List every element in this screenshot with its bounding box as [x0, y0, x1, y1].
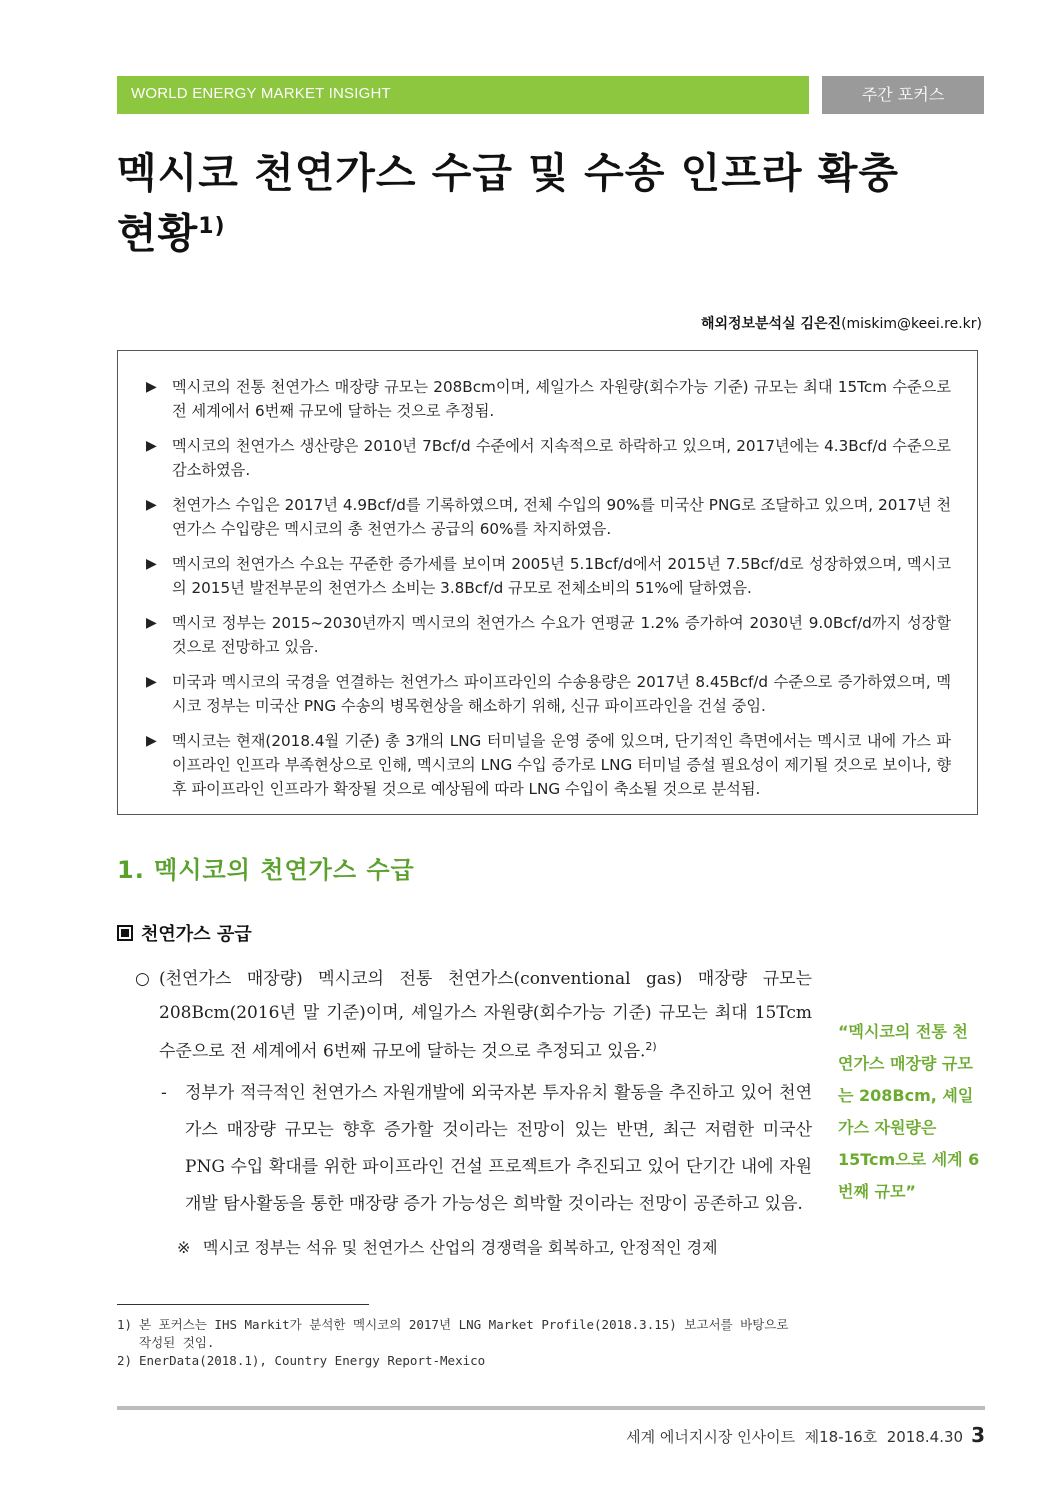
summary-item: ▶ 멕시코의 전통 천연가스 매장량 규모는 208Bcm이며, 셰일가스 자원량(회수가능 기준) 규모는 최대 15Tcm 수준으로 전 세계에서 6번째 규모에 달하는 것으로 추정됨. — [144, 375, 951, 423]
publication-info: 세계 에너지시장 인사이트 제18-16호 2018.4.30 — [626, 1428, 964, 1446]
footer-divider — [117, 1406, 985, 1410]
summary-item: ▶ 멕시코 정부는 2015~2030년까지 멕시코의 천연가스 수요가 연평균 1.2% 증가하여 2030년 9.0Bcf/d까지 성장할 것으로 전망하고 있음. — [144, 611, 951, 659]
circle-bullet-icon: ○ — [135, 969, 150, 989]
section-tab: 주간 포커스 — [822, 76, 984, 114]
square-bullet-icon — [117, 925, 133, 941]
summary-list — [144, 375, 951, 801]
bullet-triangle-icon: ▶ — [146, 497, 157, 513]
bullet-triangle-icon: ▶ — [146, 379, 157, 395]
summary-item: ▶ 멕시코의 천연가스 수요는 꾸준한 증가세를 보이며 2005년 5.1Bcf/d에서 2015년 7.5Bcf/d로 성장하였으며, 멕시코의 2015년 발전부문의 천연가스 소비는 3.8Bcf/d 규모로 전체소비의 51%에 달하였음. — [144, 552, 951, 600]
page-number: 3 — [971, 1423, 985, 1447]
footnotes — [117, 1316, 807, 1370]
page-title — [117, 146, 987, 261]
footnote-divider — [117, 1304, 369, 1305]
bullet-triangle-icon: ▶ — [146, 733, 157, 749]
title-line1: 멕시코 천연가스 수급 및 수송 인프라 확충 — [117, 149, 899, 197]
subsection-heading: 천연가스 공급 — [117, 920, 252, 946]
summary-box — [117, 350, 978, 815]
summary-item: ▶ 멕시코는 현재(2018.4월 기준) 총 3개의 LNG 터미널을 운영 중에 있으며, 단기적인 측면에서는 멕시코 내에 가스 파이프라인 인프라 부족현상으로 인해, 멕시코의 LNG 수입 증가로 LNG 터미널 증설 필요성이 제기될 것으로 보이나, 향후 파이프라인 인프라가 확장될 것으로 예상됨에 따라 LNG 수입이 축소될 것으로 분석됨. — [144, 729, 951, 801]
dash-bullet: - — [161, 1082, 167, 1103]
title-line2: 현황 — [117, 209, 199, 258]
bullet-triangle-icon: ▶ — [146, 674, 157, 690]
page-footer — [626, 1423, 985, 1447]
footnote: 1) 본 포커스는 IHS Markit가 분석한 멕시코의 2017년 LNG Market Profile(2018.3.15) 보고서를 바탕으로 작성된 것임. — [117, 1317, 789, 1350]
author-line — [701, 313, 982, 333]
bullet-triangle-icon: ▶ — [146, 615, 157, 631]
series-label: WORLD ENERGY MARKET INSIGHT — [131, 85, 391, 102]
sub-paragraph: - 정부가 적극적인 천연가스 자원개발에 외국자본 투자유치 활동을 추진하고 있어 천연가스 매장량 규모는 향후 증가할 것이라는 전망이 있는 반면, 최근 저렴한 미국산 PNG 수입 확대를 위한 파이프라인 건설 프로젝트가 추진되고 있어 단기간 내에 자원개발 탐사활동을 통한 매장량 증가 가능성은 희박할 것이라는 전망이 공존하고 있음. — [117, 1075, 812, 1223]
summary-item: ▶ 미국과 멕시코의 국경을 연결하는 천연가스 파이프라인의 수송용량은 2017년 8.45Bcf/d 수준으로 증가하였으며, 멕시코 정부는 미국산 PNG 수송의 병목현상을 해소하기 위해, 신규 파이프라인을 건설 중임. — [144, 670, 951, 718]
footnote: 2) EnerData(2018.1), Country Energy Report-Mexico — [117, 1353, 486, 1368]
pull-quote: “멕시코의 전통 천연가스 매장량 규모는 208Bcm, 셰일가스 자원량은 15Tcm으로 세계 6번째 규모” — [838, 1022, 980, 1201]
bullet-triangle-icon: ▶ — [146, 438, 157, 454]
author-email[interactable]: (miskim@keei.re.kr) — [841, 316, 982, 332]
paragraph: ○ (천연가스 매장량) 멕시코의 전통 천연가스(conventional gas) 매장량 규모는 208Bcm(2016년 말 기준)이며, 셰일가스 자원량(회수가능 기준) 규모는 최대 15Tcm 수준으로 전 세계에서 6번째 규모에 달하는 것으로 추정되고 있음.$^{2)}$ — [117, 962, 812, 1069]
note-paragraph: ※ 멕시코 정부는 석유 및 천연가스 산업의 경쟁력을 회복하고, 안정적인 경제 — [117, 1233, 812, 1263]
bullet-triangle-icon: ▶ — [146, 556, 157, 572]
section-heading: 1. 멕시코의 천연가스 수급 — [117, 856, 415, 884]
summary-item: ▶ 멕시코의 천연가스 생산량은 2010년 7Bcf/d 수준에서 지속적으로 하락하고 있으며, 2017년에는 4.3Bcf/d 수준으로 감소하였음. — [144, 434, 951, 482]
title-footnote-link[interactable]: 1) — [198, 214, 226, 239]
footnote-link[interactable]: 2) — [645, 1040, 657, 1053]
author-name: 해외정보분석실 김은진 — [700, 316, 842, 332]
summary-item: ▶ 천연가스 수입은 2017년 4.9Bcf/d를 기록하였으며, 전체 수입의 90%를 미국산 PNG로 조달하고 있으며, 2017년 천연가스 수입량은 멕시코의 총 천연가스 공급의 60%를 차지하였음. — [144, 493, 951, 541]
body-text — [117, 962, 812, 1263]
reference-mark-icon: ※ — [177, 1237, 191, 1257]
